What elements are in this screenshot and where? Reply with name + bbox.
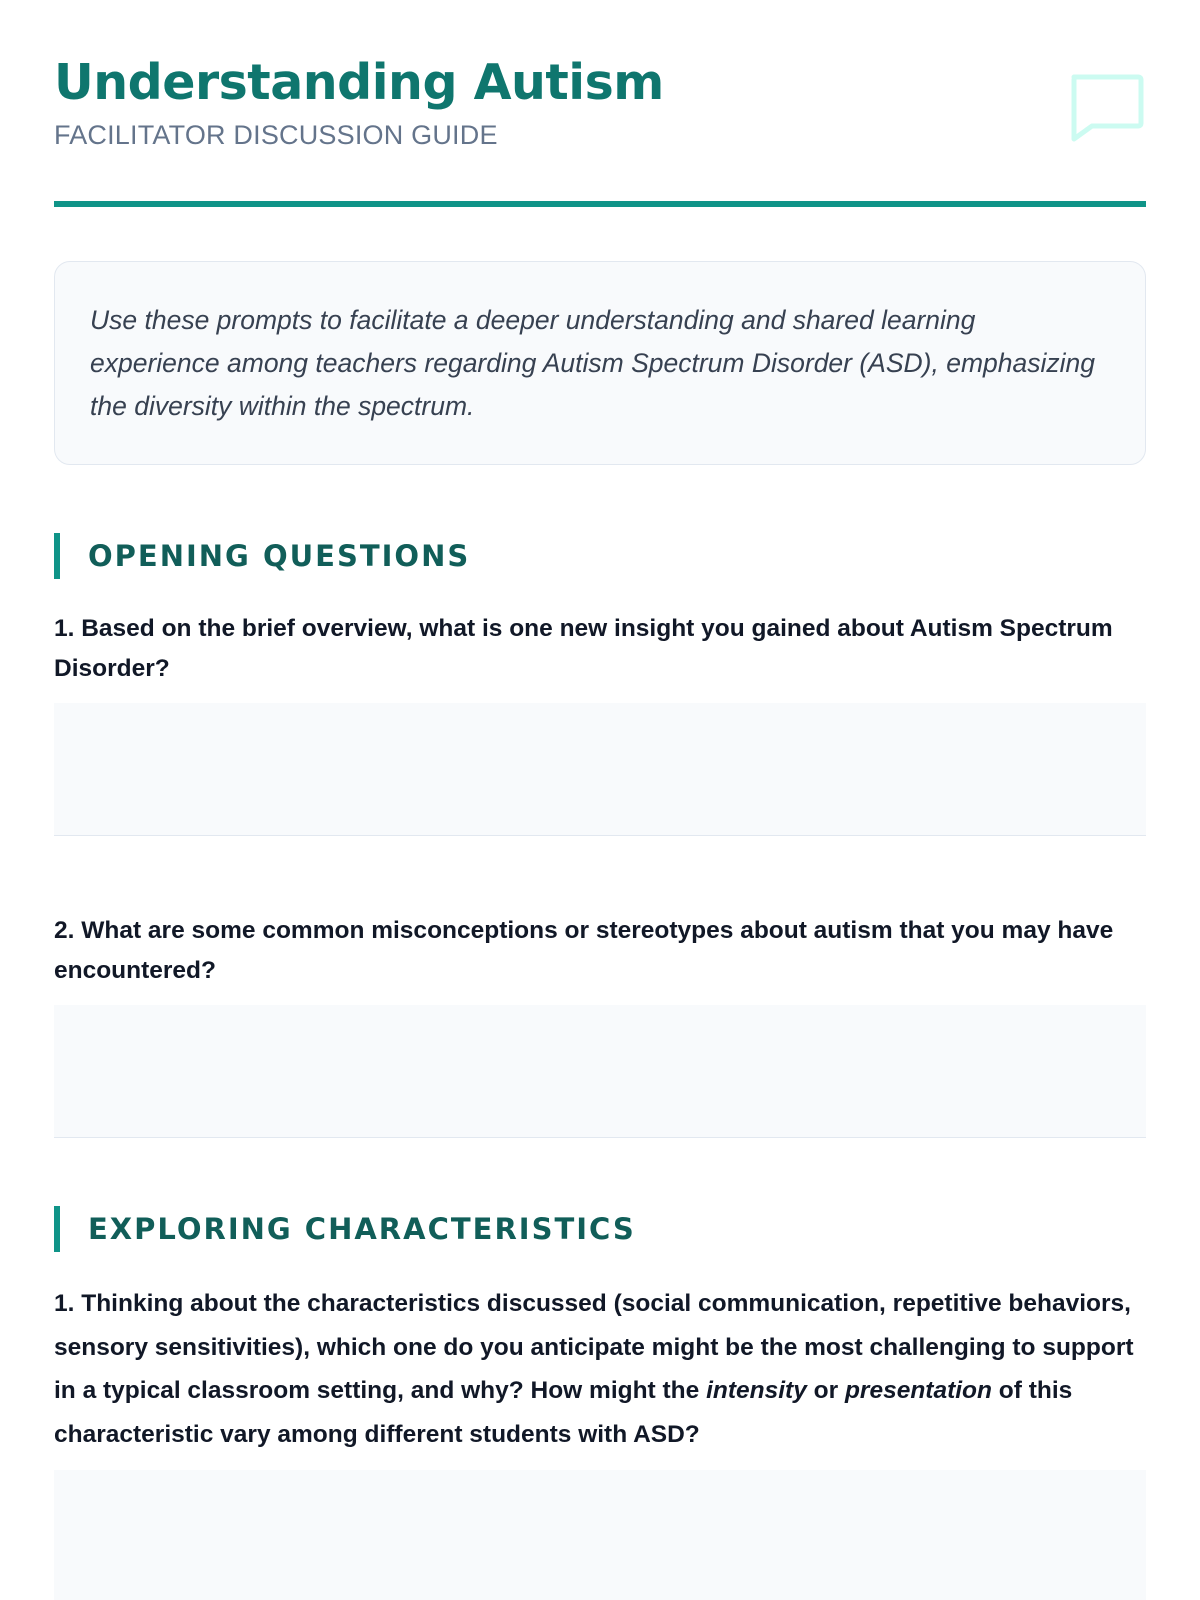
section-heading-opening-questions: OPENING QUESTIONS xyxy=(54,533,1146,579)
chat-bubble-icon xyxy=(1068,72,1144,144)
section-heading-exploring-characteristics: EXPLORING CHARACTERISTICS xyxy=(54,1206,1146,1252)
question-text-part: or xyxy=(806,1377,845,1404)
page-subtitle: FACILITATOR DISCUSSION GUIDE xyxy=(54,120,498,150)
question-text-part: 1. Thinking about the characteristics discussed (social communication, repetitive behaviors, sensory sensitivities), which one do you anticipate might be the most challenging to support in a typical classroom setting, and why? How might the xyxy=(54,1290,1134,1404)
answer-field-opening-2[interactable] xyxy=(54,1005,1146,1138)
answer-field-characteristics-1[interactable] xyxy=(54,1470,1146,1600)
emphasis-presentation: presentation xyxy=(844,1377,992,1404)
question-characteristics-1 xyxy=(54,1282,1146,1456)
page-title: Understanding Autism xyxy=(54,54,664,111)
answer-field-opening-1[interactable] xyxy=(54,703,1146,836)
question-opening-1: 1. Based on the brief overview, what is one new insight you gained about Autism Spectrum Disorder? xyxy=(54,615,1113,682)
guide-header xyxy=(54,0,1146,207)
emphasis-intensity: intensity xyxy=(706,1377,807,1404)
intro-callout: Use these prompts to facilitate a deeper understanding and shared learning experience among teachers regarding Autism Spectrum Disorder (ASD), emphasizing the diversity within the spectrum. xyxy=(54,261,1146,465)
question-opening-2: 2. What are some common misconceptions or stereotypes about autism that you may have encountered? xyxy=(54,917,1114,984)
question-text-part: of this characteristic vary among different students with ASD? xyxy=(54,1377,1073,1448)
